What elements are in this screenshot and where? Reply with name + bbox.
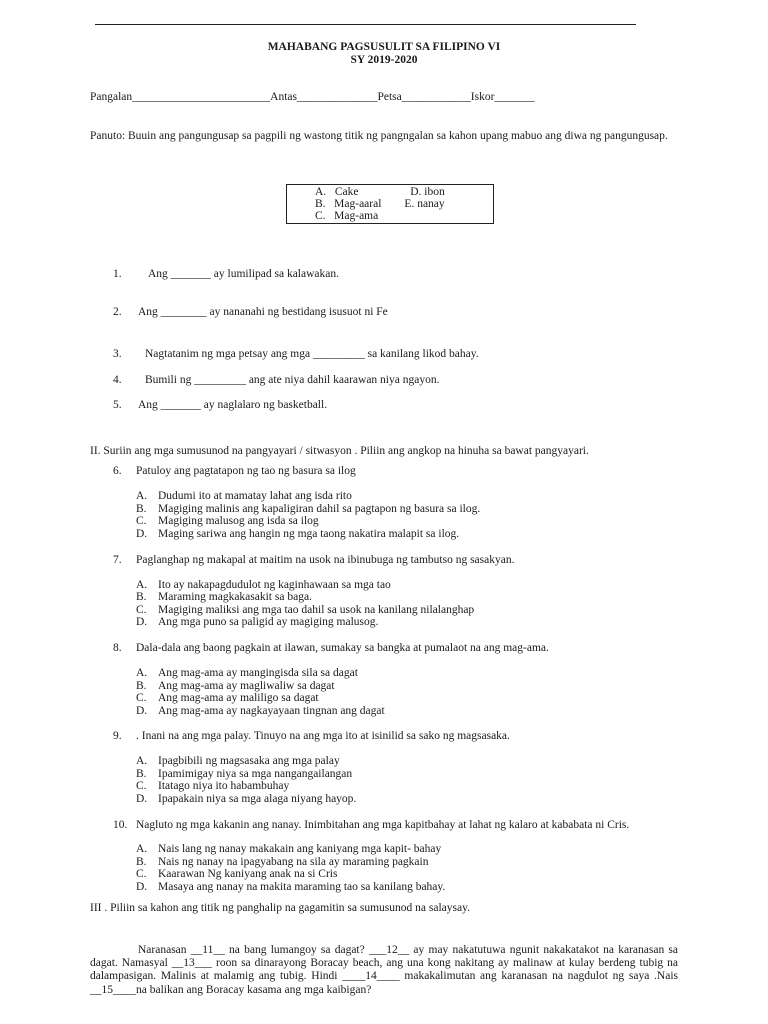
option-letter: B. — [136, 680, 147, 692]
option-letter: C. — [136, 515, 147, 527]
option-a — [136, 667, 358, 680]
option-d — [136, 528, 459, 541]
part3-passage: Naranasan __11__ na bang lumangoy sa dagat? ___12__ ay may nakatutuwa ngunit nakakatakot na karanasan sa dagat. Namasyal __13___ roon sa dinarayong Boracay beach, ang una kong nakitang ay malinaw at kulay berdeng tubig na dalampasigan. Malinis at malamig ang tubig. Hindi ____14____ makakalimutan ang karanasan na nagdulot ng saya .Nais __15____na balikan ang Boracay kasama ang mga kaibigan? — [90, 944, 678, 996]
question-number: 10. — [113, 819, 128, 831]
option-text: Ipamimigay niya sa mga nangangailangan — [158, 768, 353, 780]
item-text: Bumili ng _________ ang ate niya dahil kaarawan niya ngayon. — [145, 374, 440, 386]
option-text: Ang mag-ama ay nagkayayaan tingnan ang dagat — [158, 705, 385, 717]
option-letter: A. — [136, 490, 148, 502]
option-b — [136, 591, 312, 604]
option-text: Nais lang ng nanay makakain ang kaniyang mga kapit- bahay — [158, 843, 442, 855]
option-text: Magiging malinis ang kapaligiran dahil sa pagtapon ng basura sa ilog. — [158, 503, 481, 515]
list-item — [113, 374, 122, 387]
question-text: Nagluto ng mga kakanin ang nanay. Inimbitahan ang mga kapitbahay at lahat ng kalaro at kababata ni Cris. — [136, 819, 630, 831]
list-item — [113, 268, 122, 281]
option-text: Ang mag-ama ay magliwaliw sa dagat — [158, 680, 335, 692]
option-text: Maraming magkakasakit sa baga. — [158, 591, 312, 603]
question-text: . Inani na ang mga palay. Tinuyo na ang mga ito at isinilid sa sako ng magsasaka. — [136, 730, 510, 742]
question-number: 8. — [113, 642, 122, 654]
option-d — [136, 616, 378, 629]
option-letter: C. — [136, 604, 147, 616]
item-text: Ang _______ ay naglalaro ng basketball. — [138, 399, 328, 411]
option-letter: A. — [136, 667, 148, 679]
option-d — [136, 881, 445, 894]
list-item — [113, 306, 122, 319]
choice-text: Cake — [334, 186, 359, 198]
option-letter: B. — [136, 591, 147, 603]
option-text: Itatago niya ito habambuhay — [158, 780, 290, 792]
choice-letter: A. — [315, 186, 327, 198]
option-letter: C. — [136, 692, 147, 704]
option-text: Maging sariwa ang hangin ng mga taong nakatira malapit sa ilog. — [158, 528, 460, 540]
question-number: 6. — [113, 465, 122, 477]
option-a — [136, 843, 441, 856]
option-letter: B. — [136, 503, 147, 515]
school-year: SY 2019-2020 — [350, 54, 418, 66]
choice-text: ibon — [424, 186, 445, 198]
part2-heading: II. Suriin ang mga sumusunod na pangyayari / sitwasyon . Piliin ang angkop na hinuha sa bawat pangyayari. — [90, 445, 589, 457]
list-item — [113, 399, 122, 412]
choice-row-c — [315, 210, 378, 223]
option-letter: D. — [136, 616, 148, 628]
option-letter: B. — [136, 768, 147, 780]
option-a — [136, 755, 340, 768]
item-text: Nagtatanim ng mga petsay ang mga _________ sa kanilang likod bahay. — [145, 348, 479, 360]
option-letter: C. — [136, 868, 147, 880]
option-a — [136, 490, 352, 503]
option-c — [136, 868, 337, 881]
option-c — [136, 692, 319, 705]
option-letter: B. — [136, 856, 147, 868]
option-letter: A. — [136, 579, 148, 591]
choice-text: nanay — [417, 198, 445, 210]
item-number: 1. — [113, 268, 122, 280]
option-text: Magiging malusog ang isda sa ilog — [158, 515, 319, 527]
option-letter: D. — [136, 881, 148, 893]
option-text: Ipagbibili ng magsasaka ang mga palay — [158, 755, 340, 767]
item-number: 4. — [113, 374, 122, 386]
option-text: Dudumi ito at mamatay lahat ang isda rito — [158, 490, 352, 502]
option-letter: C. — [136, 780, 147, 792]
question-text: Paglanghap ng makapal at maitim na usok na ibinubuga ng tambutso ng sasakyan. — [136, 554, 515, 566]
top-rule — [95, 24, 636, 25]
option-c — [136, 780, 289, 793]
item-number: 2. — [113, 306, 122, 318]
item-text: Ang _______ ay lumilipad sa kalawakan. — [148, 268, 339, 280]
option-letter: D. — [136, 793, 148, 805]
exam-title: MAHABANG PAGSUSULIT SA FILIPINO VI — [267, 41, 501, 53]
question-number: 7. — [113, 554, 122, 566]
item-number: 5. — [113, 399, 122, 411]
option-text: Ang mag-ama ay mangingisda sila sa dagat — [158, 667, 358, 679]
question-text: Patuloy ang pagtatapon ng tao ng basura sa ilog — [136, 465, 356, 477]
option-letter: A. — [136, 755, 148, 767]
option-d — [136, 793, 356, 806]
choice-box — [286, 184, 494, 224]
question-text: Dala-dala ang baong pagkain at ilawan, sumakay sa bangka at pumalaot na ang mag-ama. — [136, 642, 549, 654]
choice-text: Mag-ama — [334, 210, 379, 222]
item-number: 3. — [113, 348, 122, 360]
student-info-line: Pangalan________________________Antas______________Petsa____________Iskor_______ — [90, 91, 535, 103]
option-text: Ipapakain niya sa mga alaga niyang hayop. — [158, 793, 357, 805]
option-text: Ito ay nakapagdudulot ng kaginhawaan sa mga tao — [158, 579, 391, 591]
list-item — [113, 348, 122, 361]
choice-letter: C. — [315, 210, 326, 222]
option-text: Ang mga puno sa paligid ay magiging malusog. — [158, 616, 379, 628]
choice-text: Mag-aaral — [334, 198, 382, 210]
option-letter: A. — [136, 843, 148, 855]
option-d — [136, 705, 385, 718]
question-number: 9. — [113, 730, 122, 742]
choice-letter: B. — [315, 198, 326, 210]
option-text: Magiging maliksi ang mga tao dahil sa usok na kanilang nilalanghap — [158, 604, 475, 616]
option-c — [136, 515, 319, 528]
item-text: Ang ________ ay nananahi ng bestidang isusuot ni Fe — [138, 306, 388, 318]
choice-letter: D. — [410, 186, 422, 198]
part3-heading: III . Piliin sa kahon ang titik ng panghalip na gagamitin sa sumusunod na salaysay. — [90, 902, 470, 914]
option-letter: D. — [136, 705, 148, 717]
option-text: Ang mag-ama ay maliligo sa dagat — [158, 692, 319, 704]
option-text: Nais ng nanay na ipagyabang na sila ay maraming pagkain — [158, 856, 429, 868]
option-letter: D. — [136, 528, 148, 540]
option-text: Kaarawan Ng kaniyang anak na si Cris — [158, 868, 338, 880]
part1-directions: Panuto: Buuin ang pangungusap sa pagpili ng wastong titik ng pangngalan sa kahon upang mabuo ang diwa ng pangungusap. — [90, 130, 668, 142]
option-text: Masaya ang nanay na makita maraming tao sa kanilang bahay. — [158, 881, 446, 893]
choice-letter: E. — [404, 198, 415, 210]
